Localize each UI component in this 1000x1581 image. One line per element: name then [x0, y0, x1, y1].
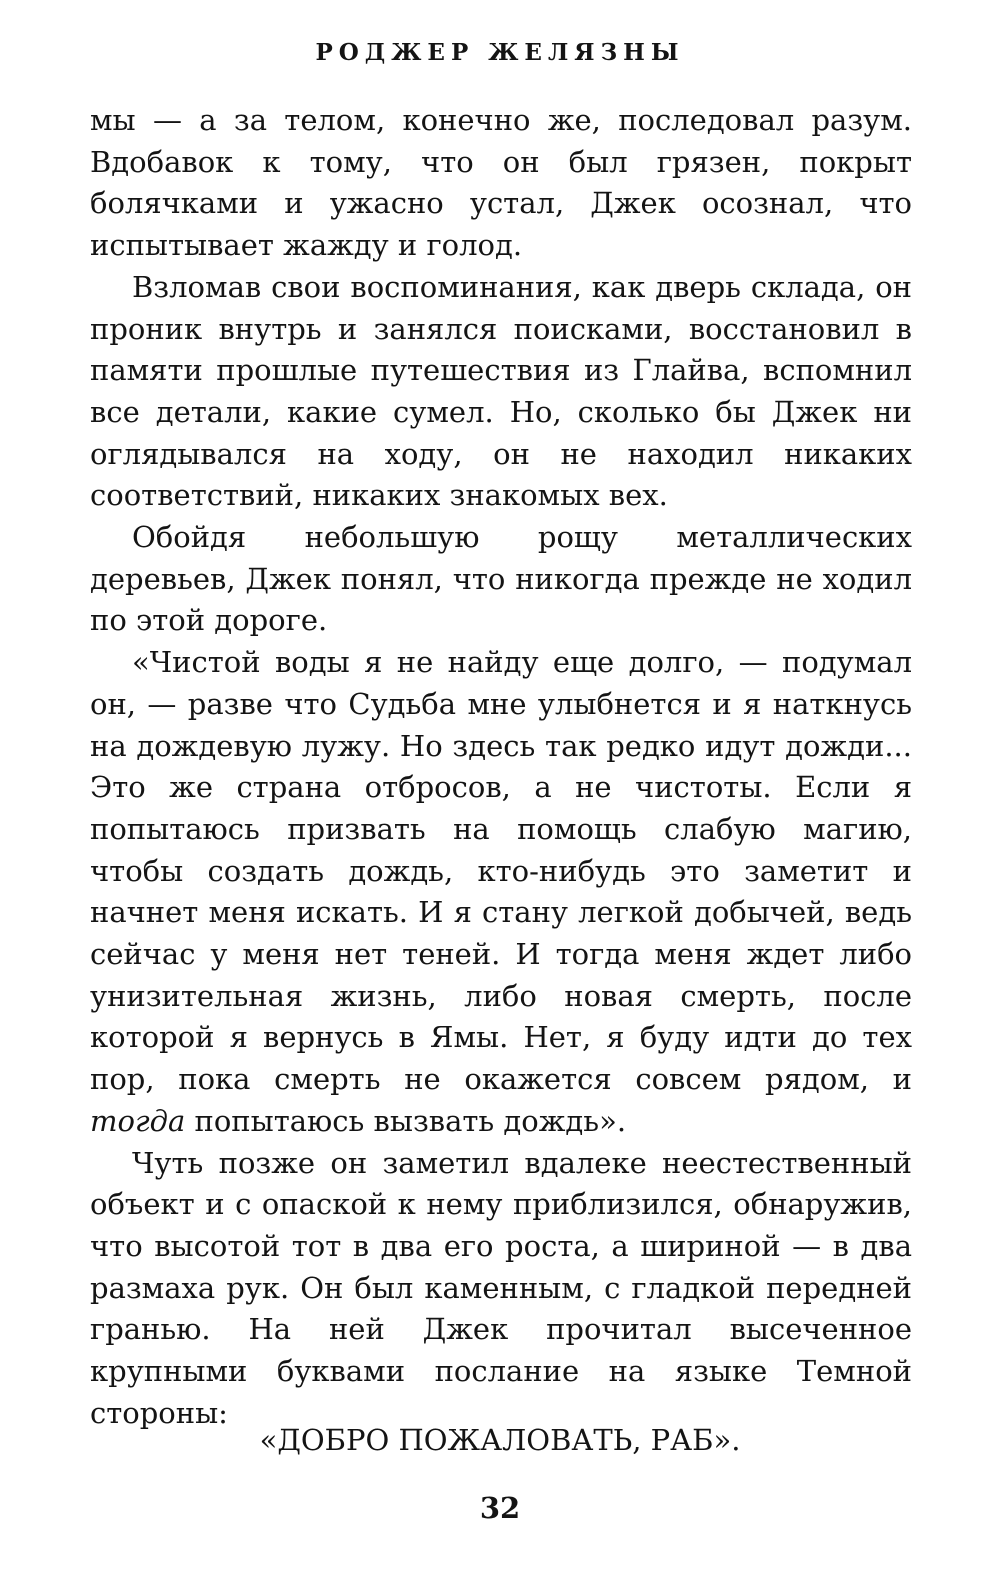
- paragraph-4: [90, 642, 912, 1142]
- body-text: [90, 100, 912, 1435]
- paragraph-4-text-before: «Чистой воды я не найду еще долго, — подумал он, — разве что Судьба мне улыбнется и я наткнусь на дождевую лужу. Но здесь так редко идут дожди... Это же страна отбросов, а не чистоты. Если я попытаюсь призвать на помощь слабую магию, чтобы создать дождь, кто-нибудь это заметит и начнет меня искать. И я стану легкой добычей, ведь сейчас у меня нет теней. И тогда меня ждет либо унизительная жизнь, либо новая смерть, после которой я вернусь в Ямы. Нет, я буду идти до тех пор, пока смерть не окажется совсем рядом, и: [90, 645, 912, 1097]
- paragraph-2: Взломав свои воспоминания, как дверь склада, он проник внутрь и занялся поисками, восстановил в памяти прошлые путешествия из Глайва, вспомнил все детали, какие сумел. Но, сколько бы Джек ни оглядывался на ходу, он не находил никаких соответствий, никаких знакомых вех.: [90, 269, 912, 513]
- paragraph-5: Чуть позже он заметил вдалеке неестественный объект и с опаской к нему приблизился, обнаружив, что высотой тот в два его роста, а шириной — в два размаха рук. Он был каменным, с гладкой передней гранью. На ней Джек прочитал высеченное крупными буквами послание на языке Темной стороны:: [90, 1145, 912, 1430]
- paragraph-4-emphasis: тогда: [90, 1103, 186, 1138]
- page-number: 32: [479, 1491, 521, 1525]
- paragraph-3: Обойдя небольшую рощу металлических деревьев, Джек понял, что никогда прежде не ходил по этой дороге.: [90, 520, 912, 638]
- stone-inscription: «ДОБРО ПОЖАЛОВАТЬ, РАБ».: [259, 1423, 741, 1457]
- paragraph-4-text-after: попытаюсь вызвать дождь».: [185, 1103, 627, 1138]
- running-head-author: РОДЖЕР ЖЕЛЯЗНЫ: [315, 39, 685, 66]
- paragraph-1: мы — а за телом, конечно же, последовал разум. Вдобавок к тому, что он был грязен, покрыт болячками и ужасно устал, Джек осознал, что испытывает жажду и голод.: [90, 103, 912, 263]
